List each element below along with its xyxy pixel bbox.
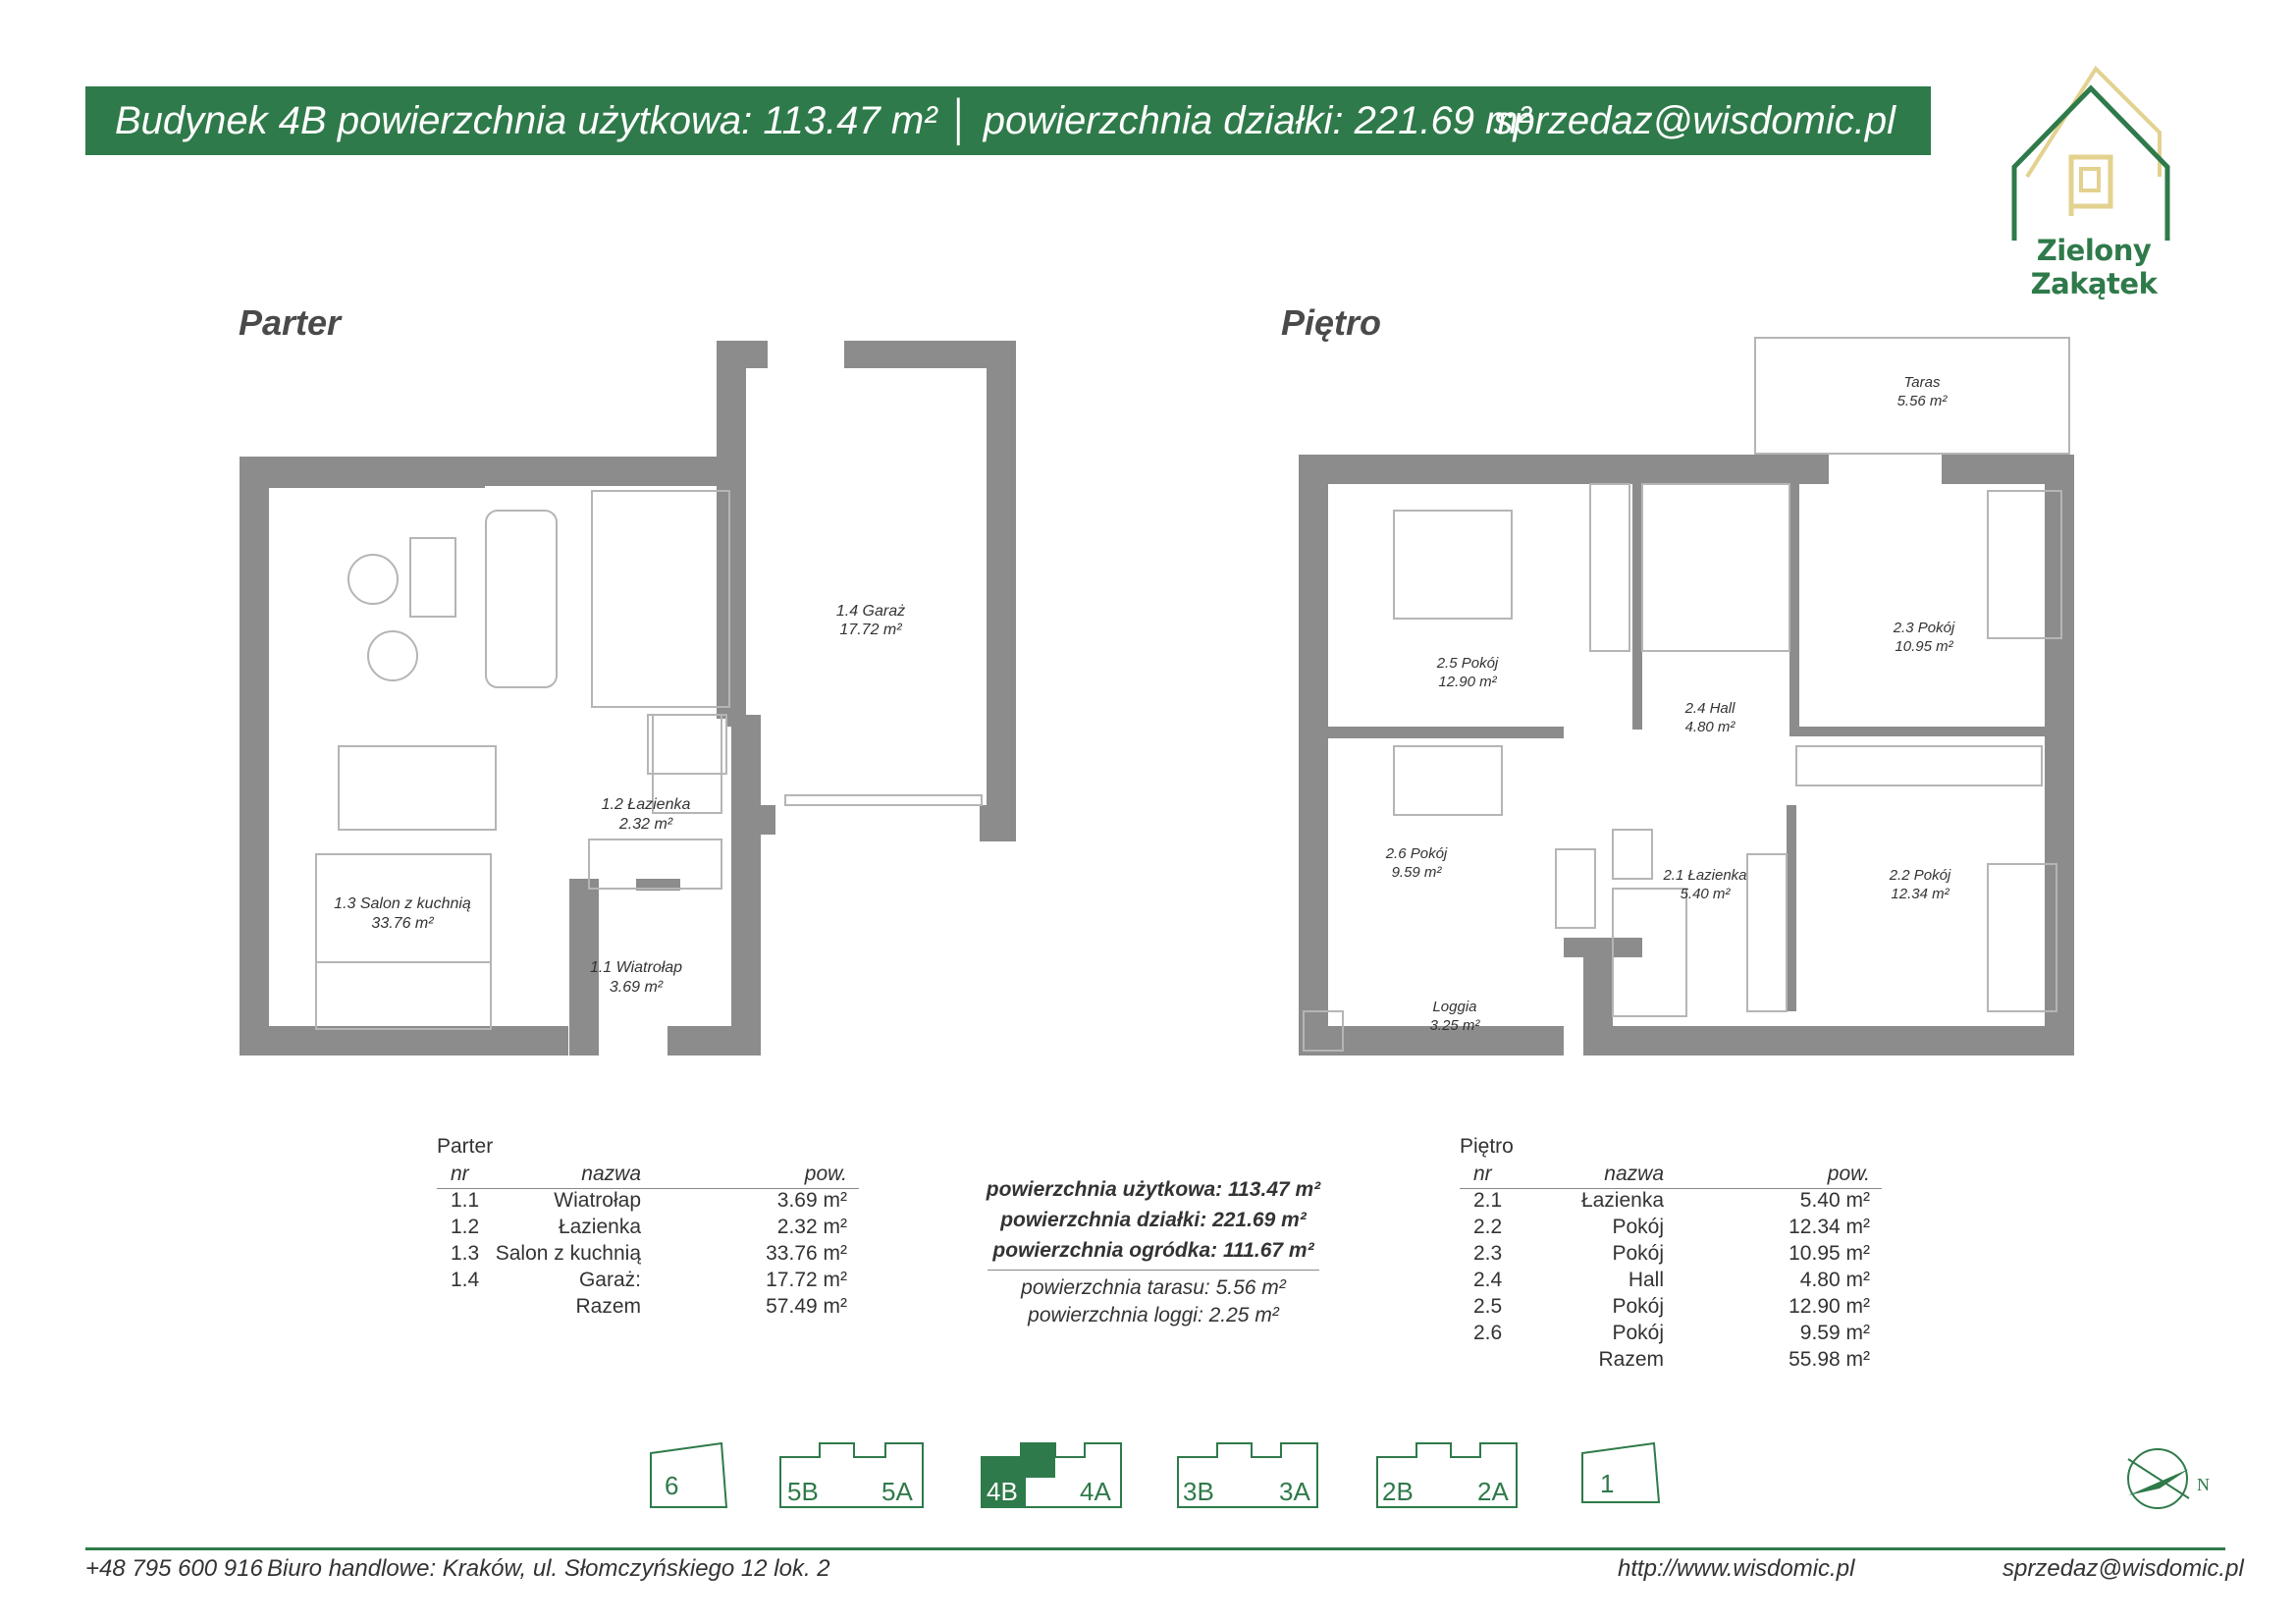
building-label-2a[interactable]: 2A: [1477, 1477, 1509, 1506]
table-row-total: Razem 57.49 m²: [575, 1295, 847, 1318]
room-area-loggia: 3.25 m²: [1429, 1017, 1480, 1034]
room-label-2-6: 2.6 Pokój: [1385, 845, 1448, 862]
table-row: 2.3 Pokój 10.95 m²: [1473, 1242, 1870, 1265]
parter-heading: Parter: [239, 302, 342, 343]
building-label-4b[interactable]: 4B: [987, 1477, 1018, 1506]
building-label-5b[interactable]: 5B: [787, 1477, 819, 1506]
room-area-garaz: 17.72 m²: [839, 622, 902, 638]
room-label-taras: Taras: [1903, 374, 1941, 391]
room-label-wiatrolap: 1.1 Wiatrołap: [589, 959, 683, 976]
room-area-2-5: 12.90 m²: [1438, 674, 1497, 690]
summary-garden-area: powierzchnia ogródka: 111.67 m²: [992, 1239, 1314, 1262]
building-title: Budynek 4B powierzchnia użytkowa: 113.47 m² │ powierzchnia działki: 221.69 m²: [115, 99, 1531, 142]
header-nr: nr: [451, 1163, 469, 1185]
footer-website-link[interactable]: http://www.wisdomic.pl: [1618, 1555, 1855, 1582]
room-area-taras: 5.56 m²: [1896, 393, 1948, 409]
building-label-4a[interactable]: 4A: [1080, 1477, 1111, 1506]
table-row: 2.5 Pokój 12.90 m²: [1473, 1295, 1870, 1318]
table-caption: Piętro: [1460, 1135, 1514, 1158]
summary-plot-area: powierzchnia działki: 221.69 m²: [1000, 1209, 1307, 1231]
room-label-lazienka: 1.2 Łazienka: [601, 796, 691, 813]
table-row: 1.3 Salon z kuchnią 33.76 m²: [451, 1242, 847, 1265]
compass-north-label: N: [2197, 1475, 2210, 1494]
header-nazwa: nazwa: [1604, 1163, 1664, 1185]
header-nazwa: nazwa: [581, 1163, 641, 1185]
header-email-link[interactable]: sprzedaz@wisdomic.pl: [1493, 99, 1896, 142]
footer-rule: [85, 1547, 2225, 1550]
building-label-5a[interactable]: 5A: [881, 1477, 913, 1506]
building-1-outline[interactable]: [1582, 1443, 1659, 1502]
room-area-salon: 33.76 m²: [371, 915, 434, 932]
room-label-2-5: 2.5 Pokój: [1436, 655, 1499, 672]
table-row: 2.4 Hall 4.80 m²: [1473, 1269, 1870, 1291]
summary-usable-area: powierzchnia użytkowa: 113.47 m²: [986, 1178, 1321, 1201]
room-label-garaz: 1.4 Garaż: [835, 603, 906, 620]
table-row: 2.1 Łazienka 5.40 m²: [1473, 1189, 1870, 1212]
footer-email-link[interactable]: sprzedaz@wisdomic.pl: [2002, 1555, 2244, 1582]
table-row: 2.2 Pokój 12.34 m²: [1473, 1216, 1870, 1238]
table-row: 2.6 Pokój 9.59 m²: [1473, 1322, 1870, 1344]
room-area-2-6: 9.59 m²: [1391, 864, 1442, 881]
pietro-heading: Piętro: [1281, 302, 1382, 343]
header-pow: pow.: [1827, 1163, 1870, 1185]
building-label-6[interactable]: 6: [665, 1471, 679, 1500]
building-label-1[interactable]: 1: [1600, 1469, 1615, 1498]
room-area-2-4: 4.80 m²: [1684, 719, 1735, 735]
header-nr: nr: [1473, 1163, 1492, 1185]
room-area-2-3: 10.95 m²: [1895, 638, 1953, 655]
room-label-2-1: 2.1 Łazienka: [1663, 867, 1747, 884]
table-row: 1.2 Łazienka 2.32 m²: [451, 1216, 847, 1238]
building-label-2b[interactable]: 2B: [1382, 1477, 1414, 1506]
building-6-outline[interactable]: [651, 1443, 726, 1507]
building-label-3b[interactable]: 3B: [1183, 1477, 1214, 1506]
summary-loggia-area: powierzchnia loggi: 2.25 m²: [1028, 1304, 1279, 1326]
logo-text: Zielony Zakątek: [2030, 234, 2158, 300]
building-label-3a[interactable]: 3A: [1279, 1477, 1310, 1506]
room-area-2-2: 12.34 m²: [1891, 886, 1949, 902]
table-row: 1.1 Wiatrołap 3.69 m²: [451, 1189, 847, 1212]
table-row: 1.4 Garaż: 17.72 m²: [451, 1269, 847, 1291]
compass-icon: [2120, 1441, 2218, 1520]
footer-office: Biuro handlowe: Kraków, ul. Słomczyńskiego 12 lok. 2: [267, 1555, 830, 1582]
header-pow: pow.: [804, 1163, 847, 1185]
footer-phone[interactable]: +48 795 600 916: [85, 1555, 263, 1582]
room-area-wiatrolap: 3.69 m²: [609, 979, 664, 996]
summary-terrace-area: powierzchnia tarasu: 5.56 m²: [1021, 1276, 1286, 1299]
room-label-2-4: 2.4 Hall: [1684, 700, 1735, 717]
room-label-salon: 1.3 Salon z kuchnią: [334, 895, 471, 912]
room-area-lazienka: 2.32 m²: [618, 816, 673, 833]
room-label-2-3: 2.3 Pokój: [1893, 620, 1955, 636]
room-label-loggia: Loggia: [1432, 999, 1477, 1015]
room-area-2-1: 5.40 m²: [1680, 886, 1731, 902]
table-caption: Parter: [437, 1135, 494, 1158]
table-row-total: Razem 55.98 m²: [1598, 1348, 1870, 1371]
room-label-2-2: 2.2 Pokój: [1889, 867, 1951, 884]
